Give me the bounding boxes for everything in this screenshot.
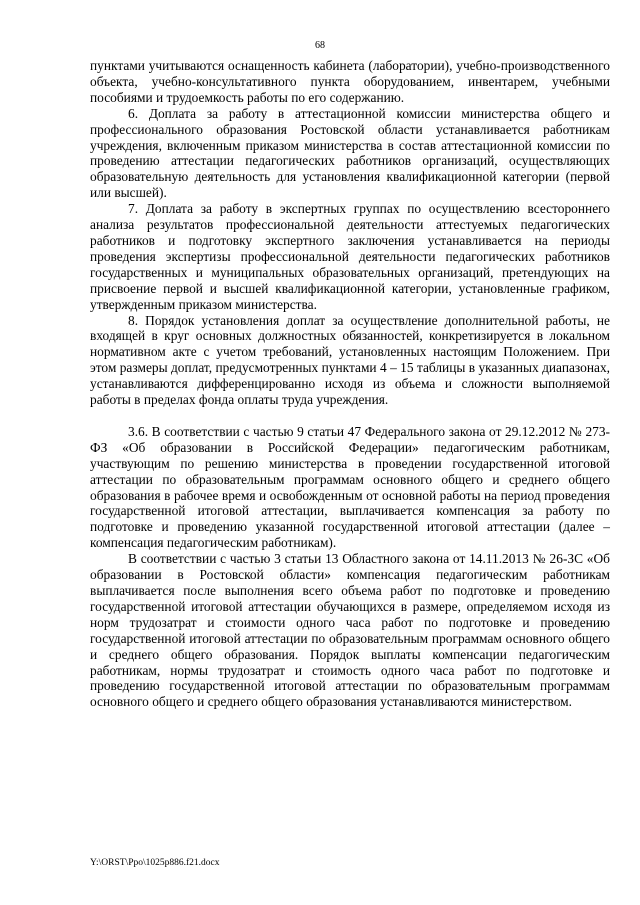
paragraph-item-6: 6. Доплата за работу в аттестационной комиссии министерства общего и профессионального образования Ростовской области устанавливается работникам учреждения, включенным приказом министерства в состав аттестационной комиссии по проведению аттестации педагогических работников организаций, осуществляющих образовательную деятельность для установления квалификационной категории (первой или высшей). [90, 105, 610, 201]
footer-file-path: Y:\ORST\Ppo\1025p886.f21.docx [90, 858, 220, 868]
paragraph-section-3-6: 3.6. В соответствии с частью 9 статьи 47 Федерального закона от 29.12.2012 № 273-ФЗ «Об образовании в Российской Федерации» педагогическим работникам, участвующим по решению министерства в проведении государственной итоговой аттестации по образовательным программам основного общего и среднего общего образования в рабочее время и освобожденным от основной работы на период проведения государственной итоговой аттестации, выплачивается компенсация за работу по подготовке и проведению указанной государственной итоговой аттестации (далее – компенсация педагогическим работникам). [90, 423, 610, 551]
paragraph-continuation: пунктами учитываются оснащенность кабинета (лаборатории), учебно-производственного объекта, учебно-консультативного пункта оборудованием, инвентарем, учебными пособиями и трудоемкость работы по его содержанию. [90, 58, 610, 105]
page-number: 68 [315, 40, 325, 51]
document-body [90, 58, 610, 710]
paragraph-item-8: 8. Порядок установления доплат за осуществление дополнительной работы, не входящей в круг основных должностных обязанностей, конкретизируется в локальном нормативном акте с учетом требований, установленных настоящим Положением. При этом размеры доплат, предусмотренных пунктами 4 – 15 таблицы в указанных диапазонах, устанавливаются дифференцированно исходя из объема и сложности выполняемой работы в пределах фонда оплаты труда учреждения. [90, 312, 610, 408]
paragraph-regional-law: В соответствии с частью 3 статьи 13 Областного закона от 14.11.2013 № 26-ЗС «Об образовании в Ростовской области» компенсация педагогическим работникам выплачивается после выполнения всего объема работ по подготовке и проведению государственной итоговой аттестации обучающихся в размере, определяемом исходя из норм трудозатрат и стоимости одного часа работ по подготовке и проведению государственной итоговой аттестации по образовательным программам основного общего и среднего общего образования. Порядок выплаты компенсации педагогическим работникам, нормы трудозатрат и стоимость одного часа работ по подготовке и проведению государственной итоговой аттестации по образовательным программам основного общего и среднего общего образования устанавливаются министерством. [90, 551, 610, 710]
paragraph-item-7: 7. Доплата за работу в экспертных группах по осуществлению всестороннего анализа результатов профессиональной деятельности аттестуемых педагогических работников и подготовку экспертного заключения устанавливается на периоды проведения экспертизы профессиональной деятельности педагогических работников государственных и муниципальных образовательных организаций, претендующих на присвоение первой и высшей квалификационной категории, установленные графиком, утвержденным приказом министерства. [90, 201, 610, 312]
